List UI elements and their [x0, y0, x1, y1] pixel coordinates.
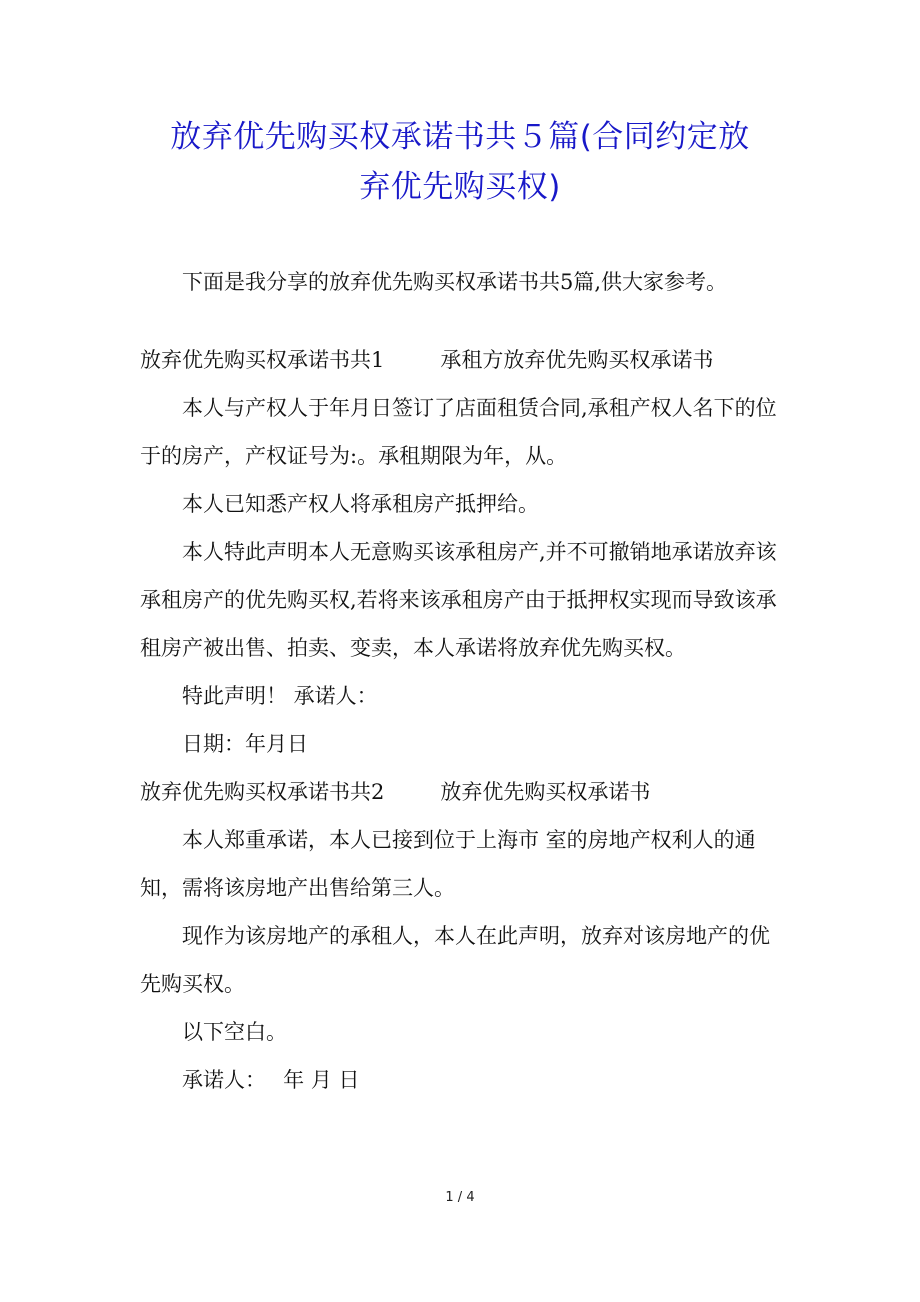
- section-1-paragraph: 日期：年月日: [182, 732, 308, 756]
- title-line-1: 放弃优先购买权承诺书共５篇(合同约定放: [170, 119, 750, 155]
- section-1-heading-right: 承租方放弃优先购买权承诺书: [440, 348, 714, 372]
- section-2-paragraph: 现作为该房地产的承租人，本人在此声明，放弃对该房地产的优先购买权。: [140, 924, 770, 996]
- intro-paragraph: 下面是我分享的放弃优先购买权承诺书共5篇,供大家参考。: [182, 270, 728, 294]
- title-line-2: 弃优先购买权): [359, 169, 561, 205]
- section-1-paragraph: 本人特此声明本人无意购买该承租房产,并不可撤销地承诺放弃该承租房产的优先购买权,若将来该承租房产由于抵押权实现而导致该承租房产被出售、拍卖、变卖，本人承诺将放弃优先购买权。: [140, 540, 777, 660]
- section-2-paragraph: 以下空白。: [182, 1020, 287, 1044]
- section-2-heading-left: 放弃优先购买权承诺书共2: [140, 780, 385, 804]
- section-1-paragraph: 特此声明！ 承诺人：: [182, 684, 378, 708]
- section-1-heading-left: 放弃优先购买权承诺书共1: [140, 348, 385, 372]
- document-title: [120, 112, 800, 212]
- section-2-heading: [140, 768, 790, 816]
- section-1-paragraph: 本人已知悉产权人将承租房产抵押给。: [182, 492, 539, 516]
- page-number: 1 / 4: [445, 1190, 475, 1205]
- section-1-paragraph: 本人与产权人于年月日签订了店面租赁合同,承租产权人名下的位于的房产，产权证号为:。承租期限为年，从。: [140, 396, 777, 468]
- document-body: [140, 258, 790, 1104]
- section-2-paragraph: 承诺人： 年 月 日: [182, 1068, 360, 1092]
- section-2-heading-right: 放弃优先购买权承诺书: [440, 780, 651, 804]
- section-2-paragraph: 本人郑重承诺，本人已接到位于上海市 室的房地产权利人的通知，需将该房地产出售给第三人。: [140, 828, 756, 900]
- section-1-heading: [140, 336, 790, 384]
